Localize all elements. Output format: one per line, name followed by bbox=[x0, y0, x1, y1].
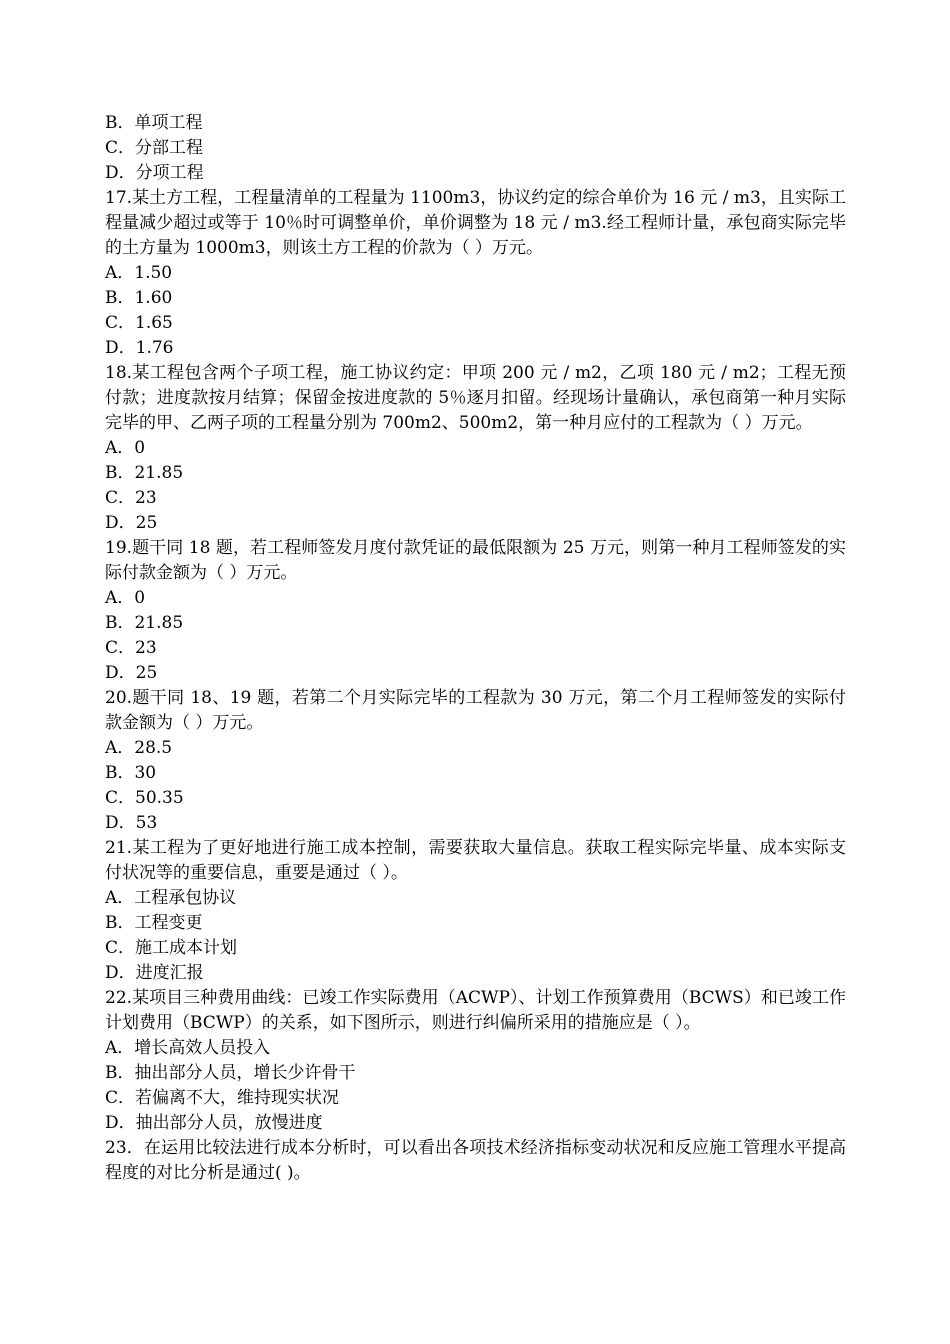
option-c-19: C．23 bbox=[105, 638, 157, 658]
option-a-19: A．0 bbox=[105, 588, 146, 608]
option-d-16: D．分项工程 bbox=[105, 163, 204, 183]
option-b-20: B．30 bbox=[105, 763, 157, 783]
option-b-17: B．1.60 bbox=[105, 288, 173, 308]
option-a-17: A．1.50 bbox=[105, 263, 173, 283]
option-b-16: B．单项工程 bbox=[105, 113, 203, 133]
option-b-21: B．工程变更 bbox=[105, 913, 203, 933]
option-c-16: C．分部工程 bbox=[105, 138, 204, 158]
question-17: 17.某土方工程，工程量清单的工程量为 1100m3，协议约定的综合单价为 16 元 / m3，且实际工程量减少超过或等于 10％时可调整单价，单价调整为 18 元 / m3.经工程师计量，承包商实际完毕的土方量为 1000m3，则该土方工程的价款为（ ）万元。 bbox=[105, 188, 846, 258]
question-22: 22.某项目三种费用曲线：已竣工作实际费用（ACWP）、计划工作预算费用（BCWS）和已竣工作计划费用（BCWP）的关系，如下图所示，则进行纠偏所采用的措施应是（ ）。 bbox=[105, 988, 846, 1033]
option-a-20: A．28.5 bbox=[105, 738, 173, 758]
option-b-22: B．抽出部分人员，增长少许骨干 bbox=[105, 1063, 356, 1083]
option-c-22: C．若偏离不大，维持现实状况 bbox=[105, 1088, 340, 1108]
option-a-18: A．0 bbox=[105, 438, 146, 458]
option-c-18: C．23 bbox=[105, 488, 157, 508]
option-d-19: D．25 bbox=[105, 663, 158, 683]
option-d-21: D．进度汇报 bbox=[105, 963, 204, 983]
question-20: 20.题干同 18、19 题，若第二个月实际完毕的工程款为 30 万元，第二个月工程师签发的实际付款金额为（ ）万元。 bbox=[105, 688, 846, 733]
option-b-18: B．21.85 bbox=[105, 463, 184, 483]
option-d-22: D．抽出部分人员，放慢进度 bbox=[105, 1113, 323, 1133]
question-19: 19.题干同 18 题，若工程师签发月度付款凭证的最低限额为 25 万元，则第一种月工程师签发的实际付款金额为（ ）万元。 bbox=[105, 538, 846, 583]
option-c-17: C．1.65 bbox=[105, 313, 173, 333]
question-23: 23．在运用比较法进行成本分析时，可以看出各项技术经济指标变动状况和反应施工管理水平提高程度的对比分析是通过( )。 bbox=[105, 1138, 846, 1183]
document-page bbox=[105, 111, 846, 1186]
option-c-20: C．50.35 bbox=[105, 788, 184, 808]
question-21: 21.某工程为了更好地进行施工成本控制，需要获取大量信息。获取工程实际完毕量、成本实际支付状况等的重要信息，重要是通过（ ）。 bbox=[105, 838, 846, 883]
option-d-20: D．53 bbox=[105, 813, 158, 833]
question-18: 18.某工程包含两个子项工程，施工协议约定：甲项 200 元 / m2，乙项 180 元 / m2；工程无预付款；进度款按月结算；保留金按进度款的 5％逐月扣留。经现场计量确认，承包商第一种月实际完毕的甲、乙两子项的工程量分别为 700m2、500m2，第一种月应付的工程款为（ ）万元。 bbox=[105, 363, 846, 433]
option-a-21: A．工程承包协议 bbox=[105, 888, 237, 908]
option-d-18: D．25 bbox=[105, 513, 158, 533]
option-b-19: B．21.85 bbox=[105, 613, 184, 633]
option-d-17: D．1.76 bbox=[105, 338, 174, 358]
option-a-22: A．增长高效人员投入 bbox=[105, 1038, 271, 1058]
option-c-21: C．施工成本计划 bbox=[105, 938, 238, 958]
